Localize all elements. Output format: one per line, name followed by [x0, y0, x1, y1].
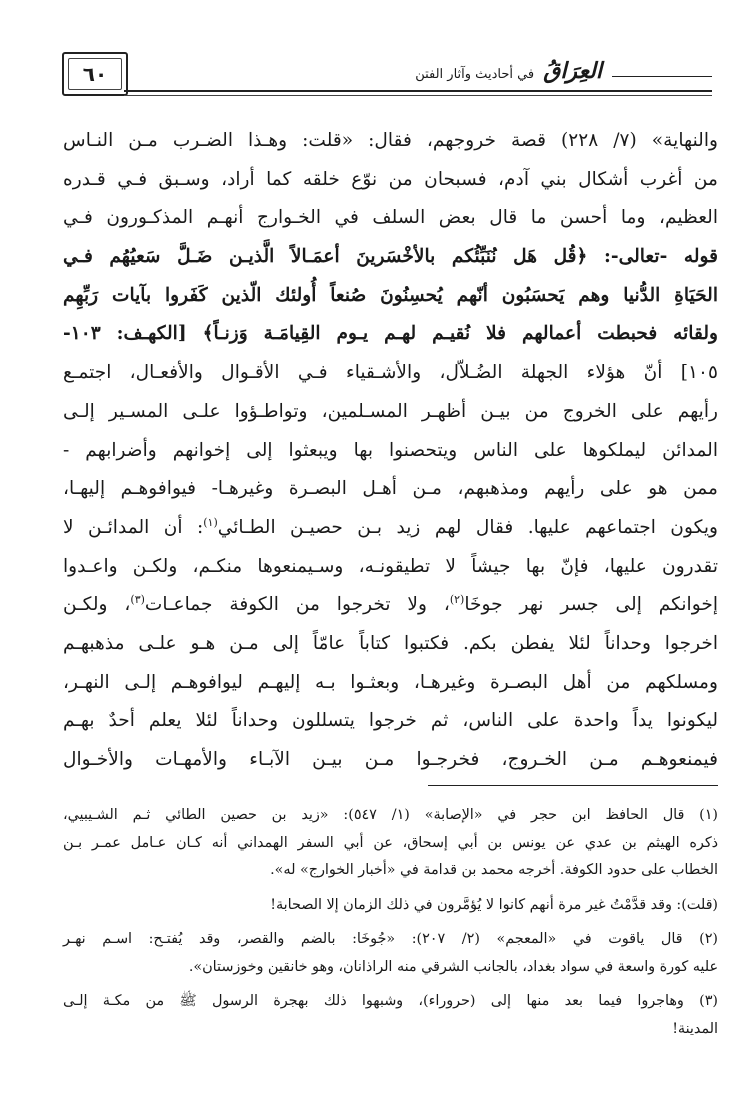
- header-ornament-line: [612, 76, 712, 77]
- text-line-part: ، ولا تخرجوا من الكوفة جماعـات: [144, 594, 450, 616]
- text-line-part: : أن المدائـن لا: [63, 516, 204, 538]
- header-rule-thin: [124, 95, 712, 96]
- footnote-line: (٢) قال ياقوت في «المعجم» (٢/ ٢٠٧): «جُوخَا: بالضم والقصر، وقد يُفتـح: اسـم نهـر: [63, 931, 718, 947]
- running-title: [415, 58, 602, 84]
- text-line: ومسلكهم من أهل البصـرة وغيرهـا، وبعثـوا بـه إليهـم ليوافوهـم إلـى النهـر،: [63, 671, 718, 693]
- running-title-main: العِرَاقُ: [543, 58, 602, 84]
- text-line: ١٠٥] أنّ هؤلاء الجهلة الضُـلاّل، والأشـقياء فـي الأقـوال والأفعـال، اجتمـع: [63, 362, 718, 384]
- footnote-ref: (٣): [130, 593, 145, 607]
- footnote-separator: [428, 785, 718, 786]
- footnote-line: المدينة!: [672, 1020, 718, 1037]
- text-line: رأيهم على الخروج من بيـن أظهـر المسـلمين، وتواطـؤوا علـى المسـير إلـى: [63, 400, 718, 422]
- footnote-line: الخطاب على حدود الكوفة. أخرجه محمد بن قدامة في «أخبار الخوارج» له».: [270, 862, 718, 878]
- footnote-line: ذكره الهيثم بن عدي عن يونس بن أبي إسحاق، عن أبي السفر الهمداني أنه كـان عـامل عمـر بـن: [63, 834, 718, 851]
- text-line-part: إخوانكم إلى جسر نهر جوخَا: [464, 594, 718, 616]
- text-line: اخرجوا وحداناً لئلا يفطن بكم. فكتبوا كتاباً عامّاً إلى مـن هـو علـى مذهبهـم: [63, 632, 718, 654]
- text-line-quran: ولقائه فحبطت أعمالهم فلا نُقيـم لهـم يـوم القِيامَـة وَزنـاً﴾ [الكهـف: ١٠٣-: [63, 323, 718, 345]
- footnote-line: (قلت): وقد قدَّمْتُ غير مرة أنهم كانوا لا يُؤمَّرون في ذلك الزمان إلا الصحابة!: [270, 896, 718, 913]
- text-line-part: ويكون اجتماعهم عليها. فقال لهم زيد بـن حصيـن الطـائي: [217, 516, 718, 538]
- text-line-quran: الحَيَاةِ الدُّنيا وهم يَحسَبُون أنّهم يُحسِنُونَ صُنعاً أُولئك الّذين كَفَروا بآيات رَبِّهِم: [63, 284, 718, 306]
- footnotes: [63, 802, 718, 1043]
- text-line: العظيم، وما أحسن ما قال بعض السلف في الخـوارج أنهـم المذكـورون فـي: [63, 207, 718, 229]
- page-number: ٦٠: [82, 62, 108, 86]
- text-line: ليكونوا يداً واحدة على الناس، ثم خرجوا يتسللون وحداناً لئلا يعلم أحدٌ بهـم: [63, 710, 718, 732]
- text-line: من أغرب أشكال بني آدم، فسبحان من نوّع خلقه كما أراد، وسـبق فـي قـدره: [63, 168, 718, 190]
- text-line: [63, 509, 718, 548]
- footnote-line: (١) قال الحافظ ابن حجر في «الإصابة» (١/ ٥٤٧): «زيد بن حصين الطائي ثـم الشـيبيي،: [63, 807, 718, 823]
- text-line: فيمنعوهـم مـن الخـروج، فخرجـوا مـن بيـن الآبـاء والأمهـات والأخـوال: [63, 749, 718, 770]
- text-line: المدائن ليملكوها على الناس ويتحصنوا بها ويبعثوا إلى إخوانهم وأضرابهم -: [63, 439, 718, 461]
- text-line: ممن هو على رأيهم ومذهبهم، مـن أهـل البصـرة وغيرهـا- فيوافوهـم إليهـا،: [63, 478, 718, 500]
- text-line: [63, 586, 718, 625]
- main-text: [63, 122, 718, 780]
- page-number-box: [62, 52, 128, 96]
- footnote-line: عليه كورة واسعة في سواد بغداد، بالجانب الشرقي منه الراذانان، وهو خانقين وخوزستان».: [188, 958, 718, 975]
- footnote-ref: (٢): [449, 593, 465, 607]
- text-line-part: ، ولكـن: [63, 594, 131, 616]
- page-header: [62, 52, 712, 100]
- text-line-quran: قوله -تعالى-: ﴿قُل هَل نُنَبِّئُكم بالأخْسَرينَ أعمَـالاً الَّذيـن ضَـلَّ سَعيُهُم فـي: [63, 246, 718, 268]
- footnote-ref: (١): [203, 515, 218, 529]
- header-rule: [124, 90, 712, 92]
- text-line: والنهاية» (٧/ ٢٢٨) قصة خروجهم، فقال: «قلت: وهـذا الضـرب مـن النـاس: [63, 130, 718, 151]
- running-title-sub: في أحاديث وآثار الفتن: [415, 67, 535, 82]
- text-line: تقدرون عليها، فإنّ بها جيشاً لا تطيقونـه، وسـيمنعوها منكـم، ولكـن واعـدوا: [63, 555, 718, 577]
- footnote-line: (٣) وهاجروا فيما بعد منها إلى (حروراء)، وشبهوا ذلك بهجرة الرسول ﷺ من مكـة إلـى: [63, 993, 718, 1009]
